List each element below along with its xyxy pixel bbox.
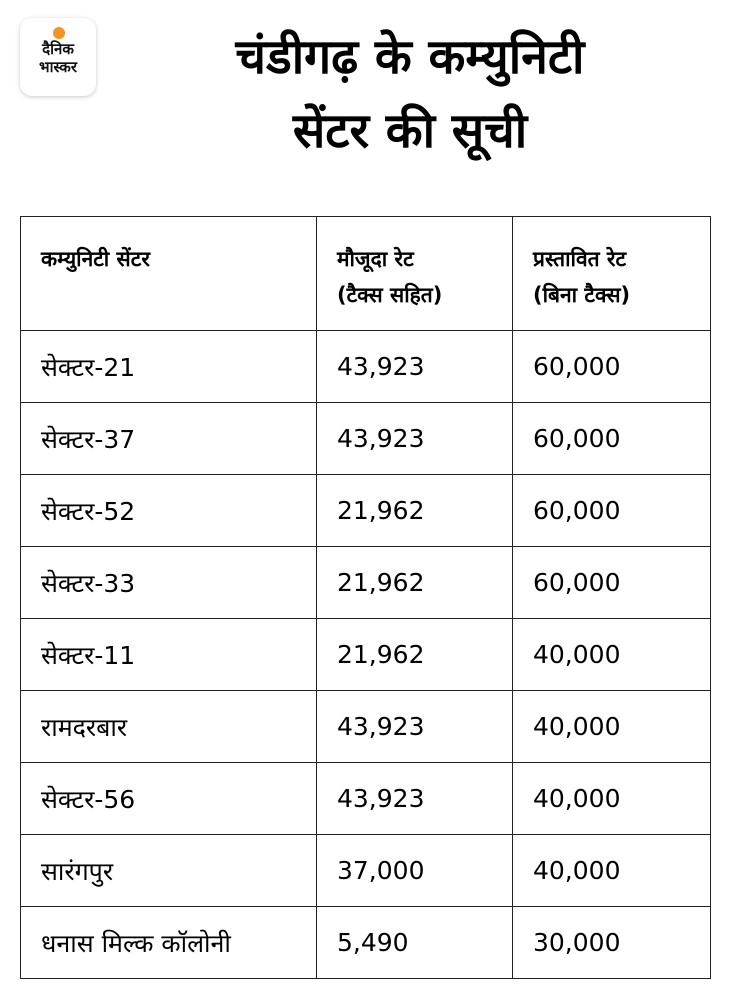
table-row [21,763,711,835]
proposed-rate-cell: 60,000 [513,475,711,547]
table-row [21,907,711,979]
center-name-cell: रामदरबार [21,691,317,763]
proposed-rate-cell: 60,000 [513,403,711,475]
table-header-row [21,217,711,331]
sun-icon [53,27,65,39]
table-row [21,691,711,763]
current-rate-cell: 37,000 [317,835,513,907]
table-row [21,331,711,403]
proposed-rate-cell: 40,000 [513,691,711,763]
proposed-rate-cell: 40,000 [513,835,711,907]
header-community-center: कम्युनिटी सेंटर [21,217,317,331]
center-name-cell: सेक्टर-37 [21,403,317,475]
community-center-table-wrap [20,216,711,979]
logo-text-line1: दैनिक [42,40,74,58]
table-row [21,403,711,475]
table-row [21,547,711,619]
current-rate-cell: 5,490 [317,907,513,979]
current-rate-cell: 21,962 [317,619,513,691]
title-line2: सेंटर की सूची [292,103,528,159]
proposed-rate-cell: 60,000 [513,331,711,403]
proposed-rate-cell: 30,000 [513,907,711,979]
logo-text-line2: भास्कर [39,58,77,76]
table-row [21,475,711,547]
center-name-cell: सेक्टर-52 [21,475,317,547]
proposed-rate-cell: 40,000 [513,763,711,835]
center-name-cell: धनास मिल्क कॉलोनी [21,907,317,979]
dainik-bhaskar-logo [20,18,96,96]
center-name-cell: सारंगपुर [21,835,317,907]
table-row [21,835,711,907]
proposed-rate-cell: 40,000 [513,619,711,691]
table-row [21,619,711,691]
current-rate-cell: 21,962 [317,547,513,619]
proposed-rate-cell: 60,000 [513,547,711,619]
current-rate-cell: 21,962 [317,475,513,547]
community-center-table [20,216,711,979]
center-name-cell: सेक्टर-56 [21,763,317,835]
current-rate-cell: 43,923 [317,403,513,475]
header-proposed-rate: प्रस्तावित रेट (बिना टैक्स) [513,217,711,331]
center-name-cell: सेक्टर-11 [21,619,317,691]
center-name-cell: सेक्टर-33 [21,547,317,619]
current-rate-cell: 43,923 [317,691,513,763]
center-name-cell: सेक्टर-21 [21,331,317,403]
header-current-rate: मौजूदा रेट (टैक्स सहित) [317,217,513,331]
current-rate-cell: 43,923 [317,763,513,835]
current-rate-cell: 43,923 [317,331,513,403]
page-title [115,20,705,168]
title-line1: चंडीगढ़ के कम्युनिटी [235,29,585,85]
